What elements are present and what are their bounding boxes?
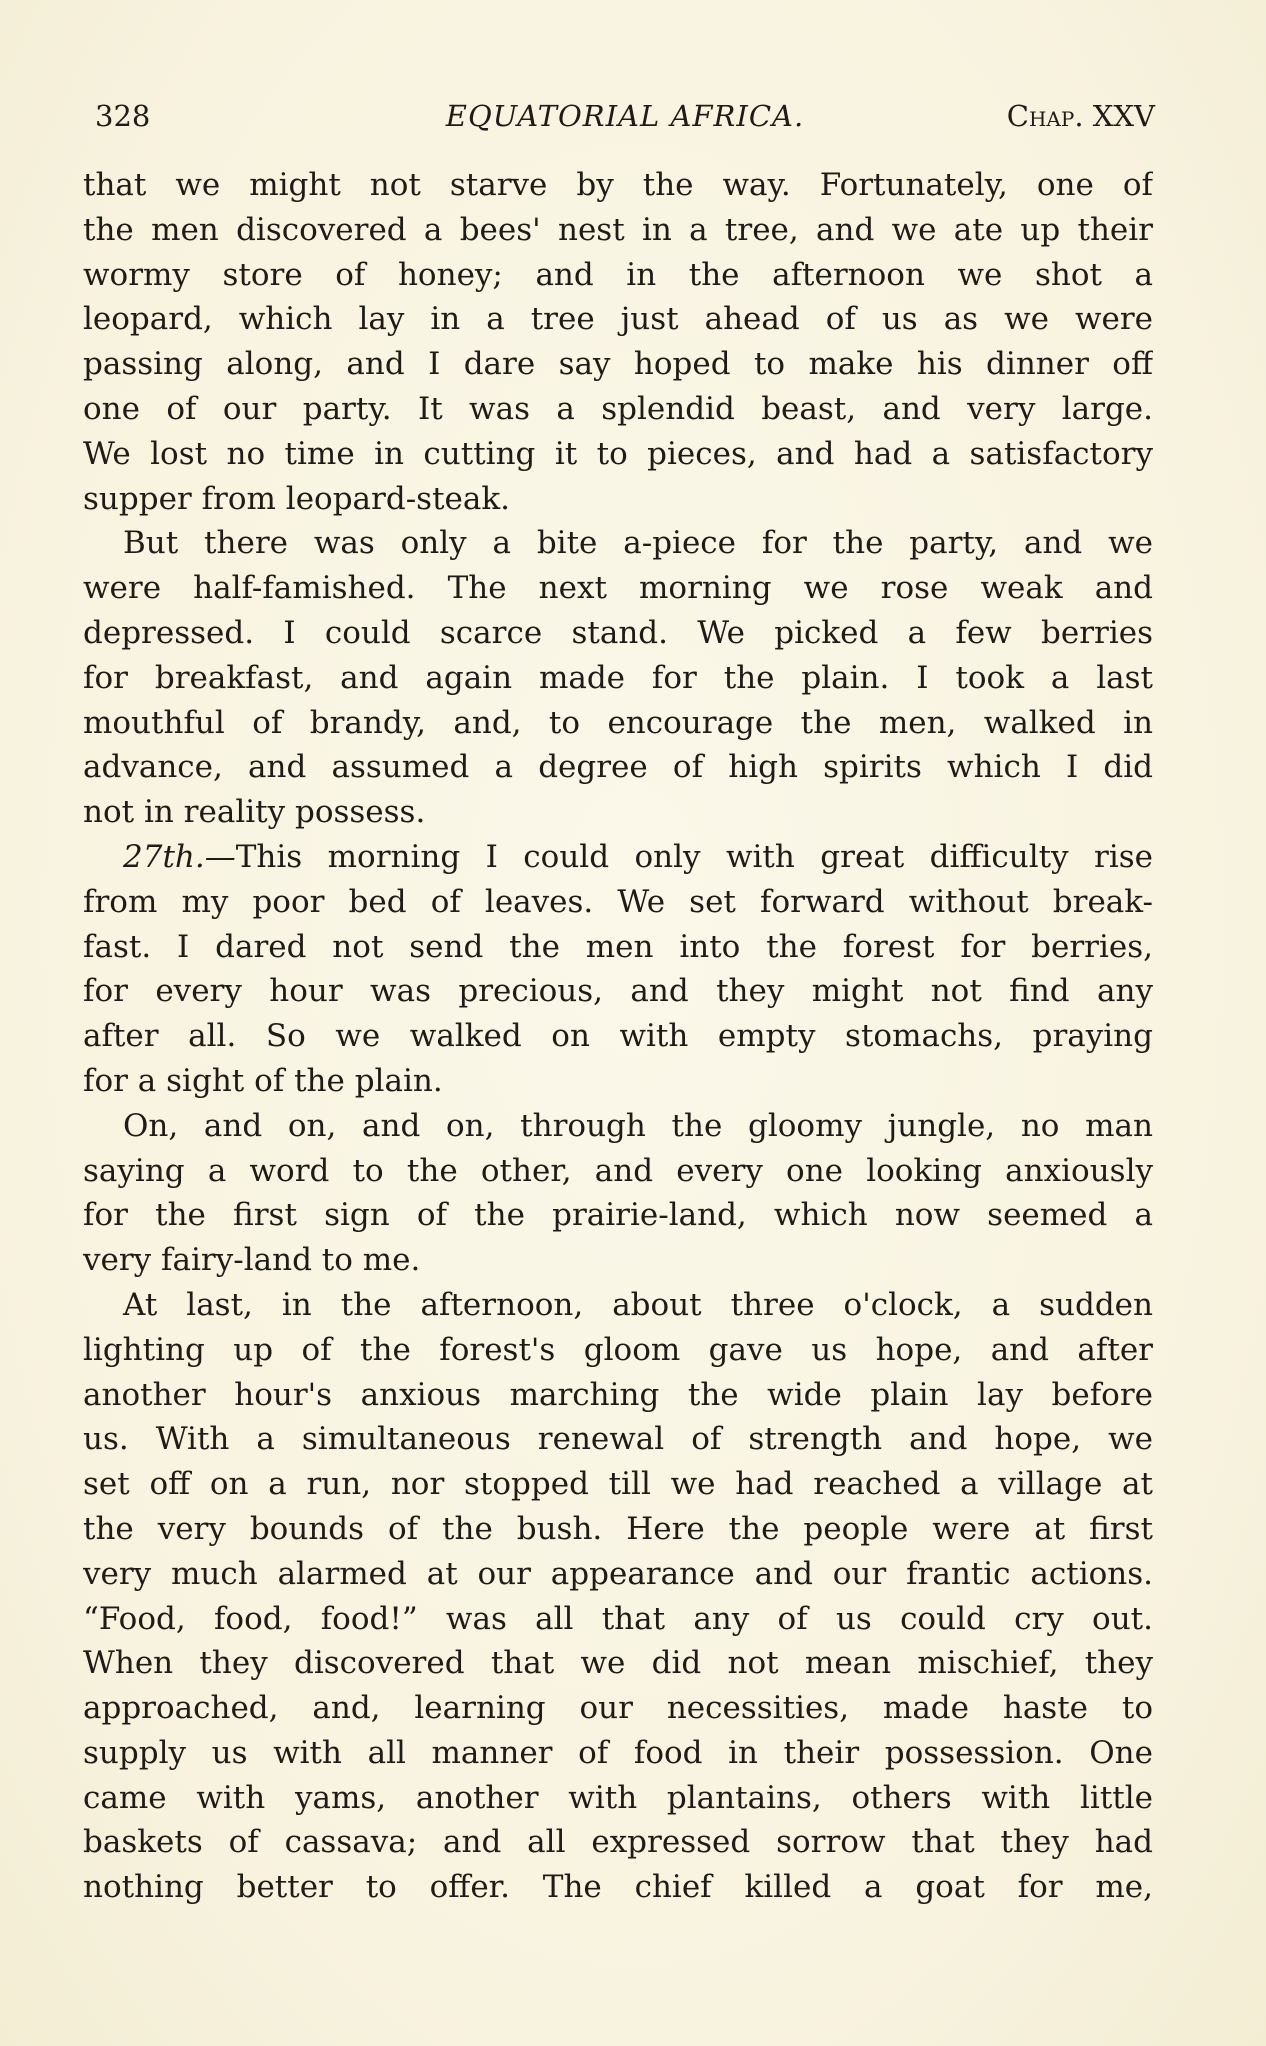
text-line: set off on a run, nor stopped till we had reached a village at — [83, 1466, 1153, 1503]
text-line: that we might not starve by the way. Fortunately, one of — [83, 167, 1153, 203]
text-line: advance, and assumed a degree of high spirits which I did — [83, 749, 1153, 786]
text-line: for breakfast, and again made for the plain. I took a last — [83, 659, 1153, 696]
text-line: saying a word to the other, and every one looking anxiously — [83, 1152, 1153, 1189]
text-line: for the first sign of the prairie-land, which now seemed a — [83, 1197, 1153, 1234]
text-line: mouthful of brandy, and, to encourage the men, walked in — [83, 704, 1153, 741]
text-line: leopard, which lay in a tree just ahead of us as we were — [83, 301, 1153, 338]
text-line: very fairy-land to me. — [83, 1242, 421, 1279]
text-line: supper from leopard-steak. — [83, 480, 511, 517]
text-line: were half-famished. The next morning we rose weak and — [83, 570, 1153, 607]
dated-paragraph-line — [83, 835, 1153, 880]
running-head — [95, 96, 1155, 136]
body-text — [83, 163, 1153, 1910]
text-line: from my poor bed of leaves. We set forward without break- — [83, 883, 1153, 920]
dated-paragraph-text: This morning I could only with great difficulty rise — [235, 838, 1153, 875]
paragraph-start-line: At last, in the afternoon, about three o'clock, a sudden — [123, 1286, 1153, 1323]
text-line: lighting up of the forest's gloom gave us hope, and after — [83, 1331, 1153, 1368]
text-line: very much alarmed at our appearance and our frantic actions. — [83, 1555, 1153, 1592]
text-line: after all. So we walked on with empty stomachs, praying — [83, 1018, 1153, 1055]
text-line: another hour's anxious marching the wide plain lay before — [83, 1376, 1153, 1413]
text-line: us. With a simultaneous renewal of strength and hope, we — [83, 1421, 1153, 1458]
text-line: We lost no time in cutting it to pieces, and had a satisfactory — [83, 435, 1153, 472]
text-line: for a sight of the plain. — [83, 1062, 443, 1099]
text-line: not in reality possess. — [83, 794, 426, 831]
text-line: passing along, and I dare say hoped to make his dinner off — [83, 346, 1153, 383]
text-line: the men discovered a bees' nest in a tree, and we ate up their — [83, 211, 1153, 248]
book-title: EQUATORIAL AFRICA. — [445, 99, 805, 133]
text-line: wormy store of honey; and in the afternoon we shot a — [83, 256, 1153, 293]
chapter-reference: Chap. XXV — [1006, 99, 1155, 133]
page-number: 328 — [95, 99, 151, 133]
text-line: depressed. I could scarce stand. We picked a few berries — [83, 614, 1153, 651]
paragraph-start-line: But there was only a bite a-piece for the party, and we — [123, 525, 1153, 562]
paragraph-start-line: On, and on, and on, through the gloomy jungle, no man — [123, 1107, 1153, 1144]
text-line: one of our party. It was a splendid beast, and very large. — [83, 390, 1153, 427]
text-line: baskets of cassava; and all expressed sorrow that they had — [83, 1824, 1153, 1861]
text-line: “Food, food, food!” was all that any of us could cry out. — [83, 1600, 1153, 1637]
text-line: fast. I dared not send the men into the forest for berries, — [83, 928, 1153, 965]
text-line: the very bounds of the bush. Here the people were at first — [83, 1510, 1153, 1547]
text-line: for every hour was precious, and they might not find any — [83, 973, 1153, 1010]
text-line: supply us with all manner of food in their possession. One — [83, 1734, 1153, 1771]
text-line: came with yams, another with plantains, others with little — [83, 1779, 1153, 1816]
date-marker: 27th.— — [123, 838, 236, 875]
text-line: When they discovered that we did not mean mischief, they — [83, 1645, 1153, 1682]
text-line: approached, and, learning our necessities, made haste to — [83, 1690, 1153, 1727]
text-line: nothing better to offer. The chief killed a goat for me, — [83, 1869, 1153, 1906]
